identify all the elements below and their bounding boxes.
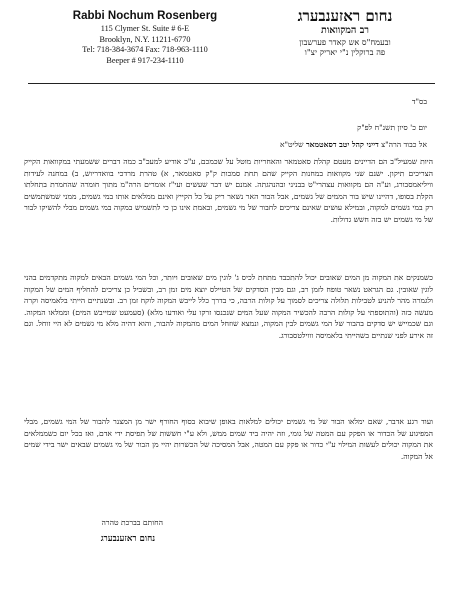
rabbi-name-hebrew: נחום ראזענבערג bbox=[297, 7, 393, 25]
bsd-heading: בס"ד bbox=[411, 97, 427, 106]
letterhead-divider bbox=[28, 83, 435, 84]
salutation-names: דייני קהל יטב דסאטמאר bbox=[305, 140, 379, 149]
paragraph-1: היות שמעיל"ב הם הדיינים מעטם קהלת סאטמאר והאחריות מוטל על שכמכם, ע"כ אודיע למעכ"ב כמה דברים ששמעתי במקוואות הקייק הצריכים תיקון. ישנם שני מקוואות במחנות הקייק שהם תחת סמכות ק"ק סאטמאר, א) טהרת מרדכי בוואדריוש, ב) במחנה לעידות וויליאמסבורג, וע"ה הם מקוואות עצהרי"ט בבניני ובהנהגתה. אמנם יש דבר שעשים ועי"ז אומרים הרה"מ מתוך חומרה שהחמרת בתחלתו הקלת בסופו, דהיינו שיש בור הממים של גשמים, אבל הבור האר נשאר ריק על כל הקייץ ואינם ממלאים אותו במי גשמים, ממני שמשתמשים רק במי גשמים למקוה, ובמילא עושים שאינם צריכים לחבור של מי גשמים, ובאמת אינו כן כי לתשמיש במקוה במי גשמים מבלי להשיקו לבור של מי גשמים יש בזה חשש גדולות. bbox=[24, 157, 433, 224]
rabbi-name-english: Rabbi Nochum Rosenberg bbox=[72, 10, 218, 22]
salutation bbox=[280, 139, 427, 151]
letter-date: יום כ' סיון תשנ"ח לפ"ק bbox=[357, 123, 427, 132]
address-line-2: Brooklyn, N.Y. 11211-6770 bbox=[99, 34, 191, 44]
salutation-suffix: שליט"א bbox=[279, 140, 304, 149]
rabbi-title-hebrew: רב המקוואות bbox=[321, 25, 369, 36]
salutation-prefix: אל כבוד הרה"צ bbox=[381, 140, 427, 149]
signature: נחום ראזענבערג bbox=[100, 534, 155, 544]
hebrew-line-2: פה ברוקלין נ"י יאריק יצ"ו bbox=[304, 47, 386, 57]
paragraph-3: ועוד רגע אדבר, שאם ימלאו הבור של מי גשמים יכולים למלאות באופן שיבוא בסוף החורף ישר מן המצנר להבור של המי גשמים, מבלי המפיגוע של הכדור או הפקק עם המטה של גומי, וזה יהיה ביד שמים ממש, ולא ע"י חששות של תפיסת ידי אדם, ואז בכל יום כשממלאים את המקוה יכולים לעשות המילוי ע"י כדור או פקק עם המטה, אבל המסיכה של הכשרות יהיי מן הבור של מי גשמים שבאים ישר בידי שמים אל המקוה. bbox=[24, 417, 433, 461]
beeper-number: Beeper # 917-234-1110 bbox=[106, 55, 184, 65]
letterhead-english bbox=[60, 8, 230, 66]
address-line-1: 115 Clymer St. Suite # 6-E bbox=[100, 24, 190, 33]
phone-fax: Tel: 718-384-3674 Fax: 718-963-1110 bbox=[82, 45, 208, 54]
letterhead-hebrew bbox=[255, 6, 435, 58]
paragraph-2: כשמנקים את המקוה מן המים שאובים יכול להתכבד מתחת לכיס ג' לוגין מים שאובים ויותר, וכל המי גשמים הבאים למקוה מתקדמים בהני לוגין שאובין. גם הגראט נשאר טופח לזמן רב, וגם מבין הסדקים של הטיילס יוצא מים זמן רב, ובשביל כן צריכים להחליף המים של המקוה ולגמרה מהר להניע לטבילות תלולה צריכים לסמוך על קולות הרבה, כי בדרך כלל לייבש המקוה לוקח זמן רב. ובשנתיים הייתי בלאמיסה וקרה מעשה כזה (והתוספתי על קולות הרבה להכשיר המקוה שעל המים שנכנסו זרקו עלי ואודעו מלא) (סעמעט שמייבש המים) וממלאו המקוה. וגם שכמייש יש סדקים בהבור של המי גשמים לבין המקוה, ונמצא שוזחל המים מהמקוה להבור, והוא דהיה מלא מי גשמים לא היי זוחל. וגם זה אירע לפני שנתיים בשהייתי בלאמיסה וווילטסבורג. bbox=[24, 273, 433, 340]
hebrew-line-1: ובעמח"ס אש קאדר פערשבון bbox=[299, 36, 391, 47]
closing-line: החותם בברכת טהרה bbox=[101, 518, 163, 527]
